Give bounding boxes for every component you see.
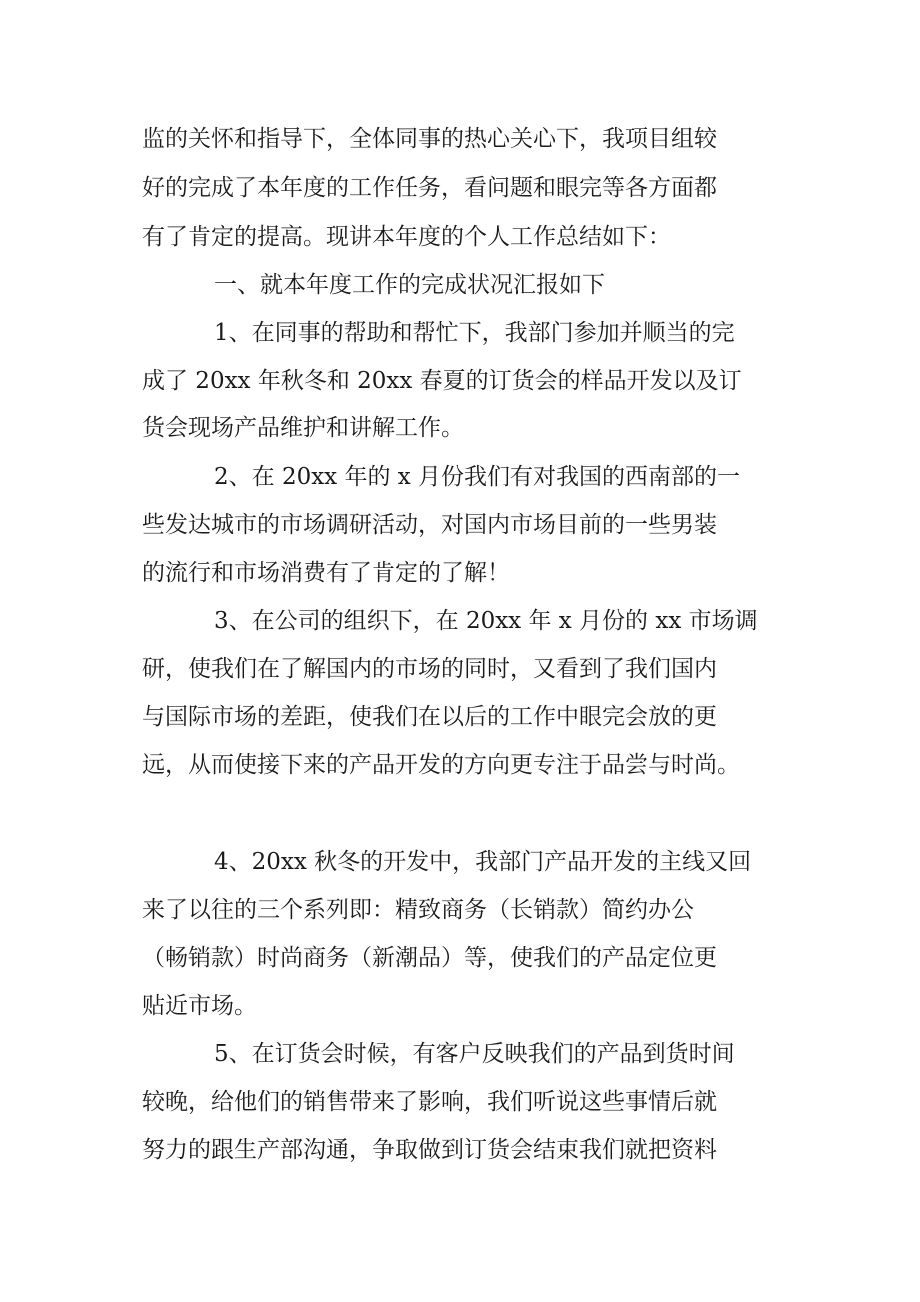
text-line: 有了肯定的提高。现讲本年度的个人工作总结如下： <box>142 224 671 250</box>
text-line: 3、在公司的组织下，在 20xx 年 x 月份的 xx 市场调 <box>214 608 758 634</box>
text-line: 成了 20xx 年秋冬和 20xx 春夏的订货会的样品开发以及订 <box>142 368 742 394</box>
text-line: 2、在 20xx 年的 x 月份我们有对我国的西南部的一 <box>214 464 741 490</box>
text-line: 些发达城市的市场调研活动，对国内市场目前的一些男装 <box>142 512 717 538</box>
text-line: 5、在订货会时候，有客户反映我们的产品到货时间 <box>214 1041 735 1067</box>
text-line: 努力的跟生产部沟通，争取做到订货会结束我们就把资料 <box>142 1137 717 1163</box>
text-line: 好的完成了本年度的工作任务，看问题和眼完等各方面都 <box>142 175 717 201</box>
text-line: 的流行和市场消费有了肯定的了解！ <box>142 560 510 586</box>
text-line: 1、在同事的帮助和帮忙下，我部门参加并顺当的完 <box>214 320 735 346</box>
text-line: 来了以往的三个系列即：精致商务（长销款）简约办公 <box>142 897 694 923</box>
text-line: 较晚，给他们的销售带来了影响，我们听说这些事情后就 <box>142 1089 717 1115</box>
text-line: 监的关怀和指导下，全体同事的热心关心下，我项目组较 <box>142 126 717 152</box>
text-line: 研，使我们在了解国内的市场的同时，又看到了我们国内 <box>142 656 717 682</box>
text-line: 4、20xx 秋冬的开发中，我部门产品开发的主线又回 <box>214 849 752 875</box>
text-line: 与国际市场的差距，使我们在以后的工作中眼完会放的更 <box>142 704 717 730</box>
text-line: 贴近市场。 <box>142 993 257 1019</box>
text-line: 货会现场产品维护和讲解工作。 <box>142 415 464 441</box>
text-line: 远，从而使接下来的产品开发的方向更专注于品尝与时尚。 <box>142 752 740 778</box>
section-heading: 一、就本年度工作的完成状况汇报如下 <box>214 272 605 298</box>
text-line: （畅销款）时尚商务（新潮品）等，使我们的产品定位更 <box>142 945 717 971</box>
